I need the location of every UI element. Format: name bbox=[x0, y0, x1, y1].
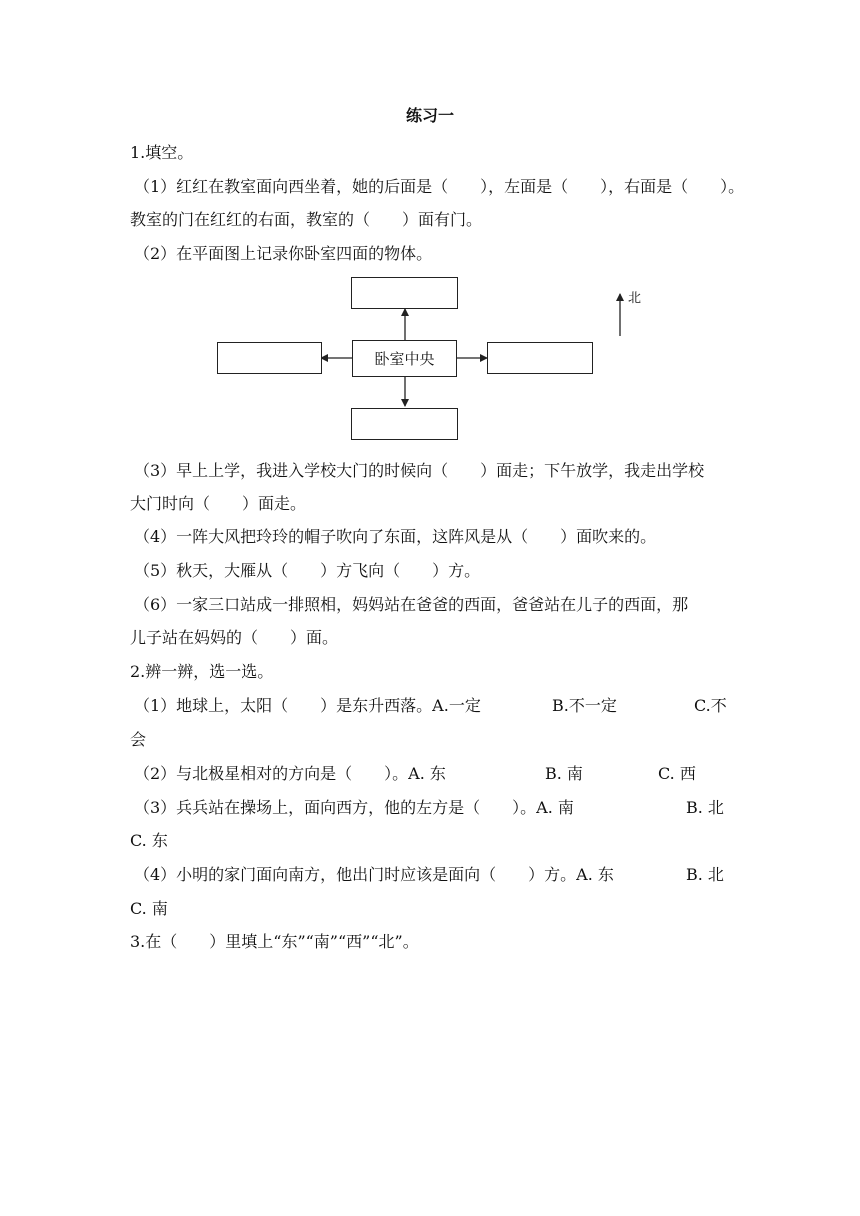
bedroom-center-box: 卧室中央 bbox=[352, 340, 457, 377]
section1-heading: 1.填空。 bbox=[130, 143, 194, 162]
question-2-3: （3）兵兵站在操场上，面向西方，他的左方是（ ）。A. 南 bbox=[134, 798, 574, 817]
north-answer-box[interactable] bbox=[351, 277, 458, 309]
question-1-6-line2: 儿子站在妈妈的（ ）面。 bbox=[130, 628, 339, 647]
question-1-1-line2: 教室的门在红红的右面，教室的（ ）面有门。 bbox=[130, 210, 483, 229]
question-1-3-line1: （3）早上上学，我进入学校大门的时候向（ ）面走；下午放学，我走出学校 bbox=[134, 461, 705, 480]
section3-heading: 3.在（ ）里填上“东”“南”“西”“北”。 bbox=[130, 932, 419, 951]
south-answer-box[interactable] bbox=[351, 408, 458, 440]
north-label: 北 bbox=[628, 291, 642, 306]
question-2-1-wrap: 会 bbox=[130, 730, 147, 749]
question-1-1-line1: （1）红红在教室面向西坐着，她的后面是（ ），左面是（ ），右面是（ ）。 bbox=[134, 177, 745, 196]
question-2-1: （1）地球上，太阳（ ）是东升西落。A.一定 bbox=[134, 696, 481, 715]
question-2-4: （4）小明的家门面向南方，他出门时应该是面向（ ）方。A. 东 bbox=[134, 865, 614, 884]
question-2-3-option-b: B. 北 bbox=[686, 798, 724, 817]
question-2-2-option-b: B. 南 bbox=[545, 764, 583, 783]
east-answer-box[interactable] bbox=[487, 342, 593, 374]
question-1-3-line2: 大门时向（ ）面走。 bbox=[130, 494, 307, 513]
question-2-2-option-c: C. 西 bbox=[658, 764, 696, 783]
question-2-4-option-c: C. 南 bbox=[130, 899, 168, 918]
question-1-6-line1: （6）一家三口站成一排照相，妈妈站在爸爸的西面，爸爸站在儿子的西面，那 bbox=[134, 595, 689, 614]
question-1-4: （4）一阵大风把玲玲的帽子吹向了东面，这阵风是从（ ）面吹来的。 bbox=[134, 527, 657, 546]
question-2-1-option-c: C.不 bbox=[694, 696, 727, 715]
page-title: 练习一 bbox=[405, 106, 454, 125]
question-2-3-option-c: C. 东 bbox=[130, 831, 168, 850]
question-2-1-option-b: B.不一定 bbox=[552, 696, 617, 715]
west-answer-box[interactable] bbox=[217, 342, 322, 374]
question-2-2: （2）与北极星相对的方向是（ ）。A. 东 bbox=[134, 764, 446, 783]
question-1-2: （2）在平面图上记录你卧室四面的物体。 bbox=[134, 244, 433, 263]
bedroom-direction-diagram bbox=[215, 272, 655, 442]
section2-heading: 2.辨一辨，选一选。 bbox=[130, 662, 274, 681]
question-1-5: （5）秋天，大雁从（ ）方飞向（ ）方。 bbox=[134, 561, 481, 580]
question-2-4-option-b: B. 北 bbox=[686, 865, 724, 884]
